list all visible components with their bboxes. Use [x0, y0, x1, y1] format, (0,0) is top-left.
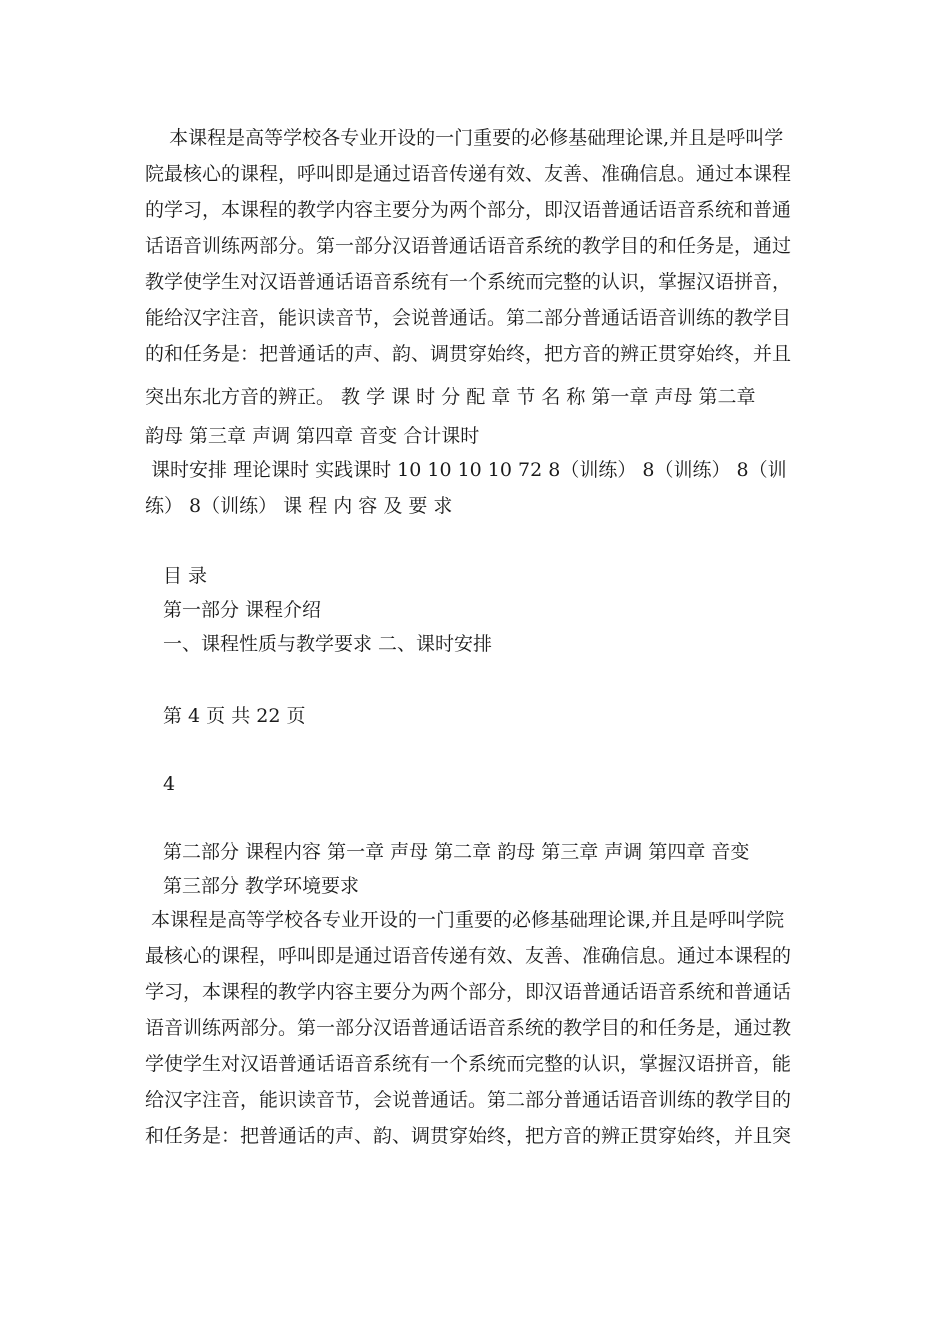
toc-items: 一、课程性质与教学要求 二、课时安排 — [163, 633, 493, 655]
toc-part3: 第三部分 教学环境要求 — [163, 875, 360, 897]
paragraph-line: 语音训练两部分。第一部分汉语普通话语音系统的教学目的和任务是，通过教 — [145, 1017, 792, 1039]
paragraph-line: 突出东北方音的辨正。 教 学 课 时 分 配 章 节 名 称 第一章 声母 第二章 — [145, 386, 756, 408]
paragraph-line: 学习，本课程的教学内容主要分为两个部分，即汉语普通话语音系统和普通话 — [145, 981, 792, 1003]
paragraph-line: 和任务是：把普通话的声、韵、调贯穿始终，把方音的辨正贯穿始终，并且突 — [145, 1125, 792, 1147]
paragraph-line: 给汉字注音，能识读音节，会说普通话。第二部分普通话语音训练的教学目的 — [145, 1089, 792, 1111]
paragraph-line: 话语音训练两部分。第一部分汉语普通话语音系统的教学目的和任务是，通过 — [145, 235, 792, 257]
paragraph-line: 院最核心的课程，呼叫即是通过语音传递有效、友善、准确信息。通过本课程 — [145, 163, 792, 185]
paragraph-line: 的和任务是：把普通话的声、韵、调贯穿始终，把方音的辨正贯穿始终，并且 — [145, 343, 792, 365]
toc-part2: 第二部分 课程内容 第一章 声母 第二章 韵母 第三章 声调 第四章 音变 — [163, 841, 750, 863]
paragraph-line: 韵母 第三章 声调 第四章 音变 合计课时 — [145, 425, 480, 447]
page-info: 第 4 页 共 22 页 — [163, 705, 306, 727]
page-number: 4 — [163, 773, 176, 795]
paragraph-line: 教学使学生对汉语普通话语音系统有一个系统而完整的认识，掌握汉语拼音， — [145, 271, 792, 293]
paragraph-line: 学使学生对汉语普通话语音系统有一个系统而完整的认识，掌握汉语拼音，能 — [145, 1053, 792, 1075]
toc-part1: 第一部分 课程介绍 — [163, 599, 322, 621]
paragraph-line: 课时安排 理论课时 实践课时 10 10 10 10 72 8（训练） 8（训练） 8（训 — [145, 459, 787, 481]
paragraph-line: 能给汉字注音，能识读音节，会说普通话。第二部分普通话语音训练的教学目 — [145, 307, 792, 329]
paragraph-line: 最核心的课程，呼叫即是通过语音传递有效、友善、准确信息。通过本课程的 — [145, 945, 792, 967]
toc-title: 目 录 — [163, 565, 208, 587]
paragraph-line: 的学习，本课程的教学内容主要分为两个部分，即汉语普通话语音系统和普通 — [145, 199, 792, 221]
paragraph-line: 练） 8（训练） 课 程 内 容 及 要 求 — [145, 495, 453, 517]
paragraph-line: 本课程是高等学校各专业开设的一门重要的必修基础理论课,并且是呼叫学院 — [145, 909, 785, 931]
paragraph-line: 本课程是高等学校各专业开设的一门重要的必修基础理论课,并且是呼叫学 — [145, 127, 784, 149]
